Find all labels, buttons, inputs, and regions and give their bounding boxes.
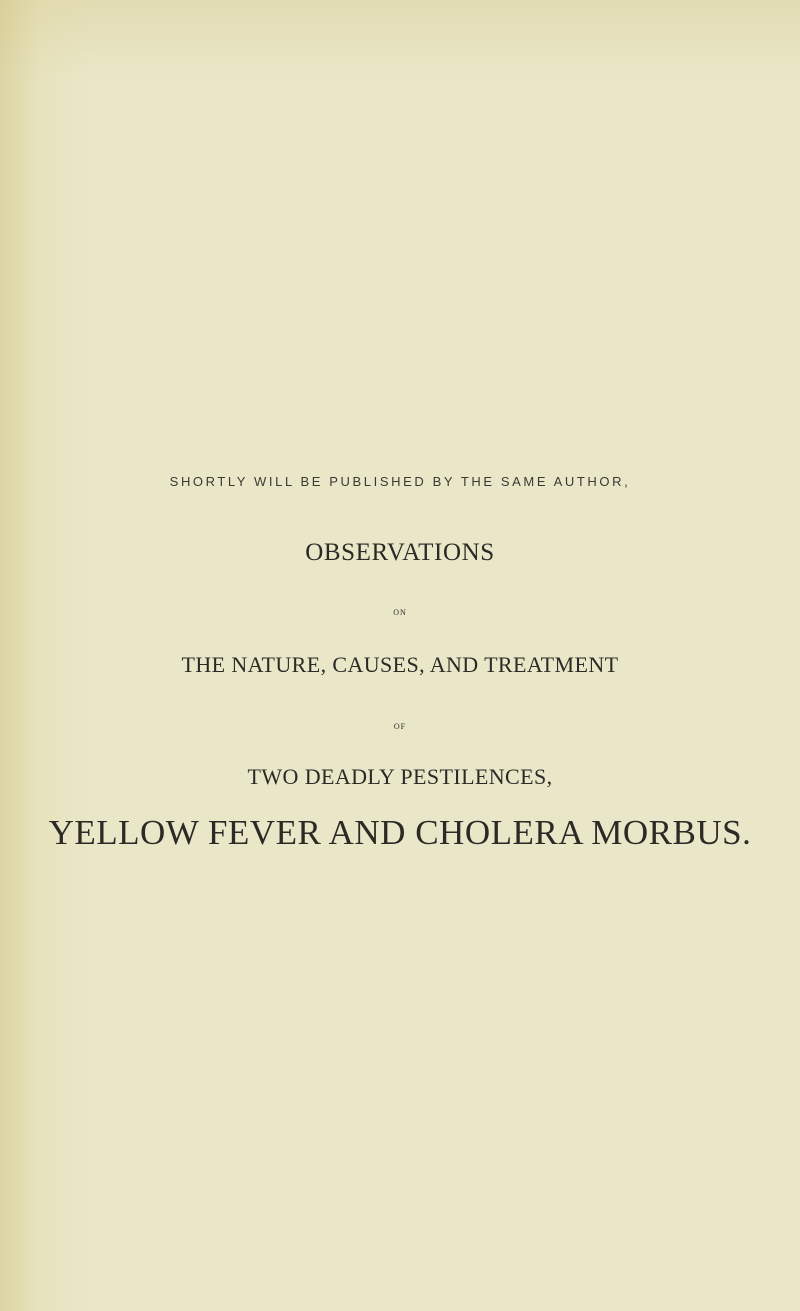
announcement-line: SHORTLY WILL BE PUBLISHED BY THE SAME AUTHOR, (169, 474, 631, 489)
subtitle-line-3: YELLOW FEVER AND CHOLERA MORBUS. (48, 813, 752, 852)
connector-on: ON (393, 608, 407, 617)
subtitle-line-1: THE NATURE, CAUSES, AND TREATMENT (181, 652, 619, 677)
main-title: OBSERVATIONS (305, 539, 495, 566)
connector-of: OF (393, 722, 407, 731)
subtitle-line-2: TWO DEADLY PESTILENCES, (247, 764, 553, 789)
